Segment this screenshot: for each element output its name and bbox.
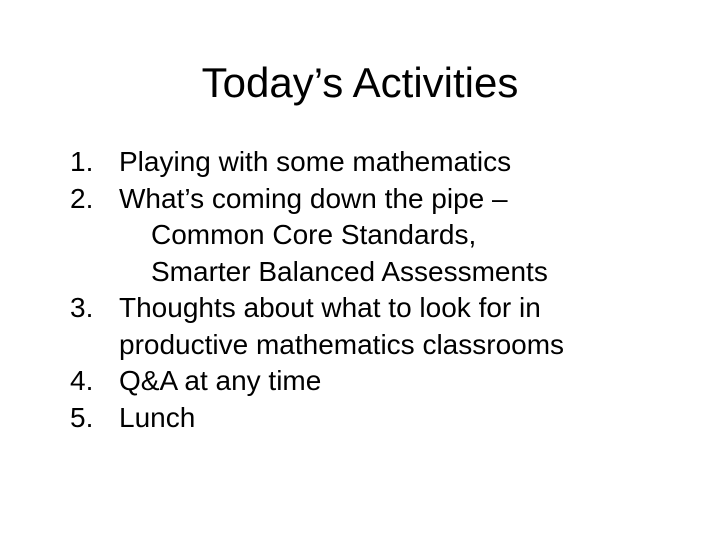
item-line: Q&A at any time <box>119 365 322 396</box>
item-text <box>119 400 710 437</box>
item-text <box>119 144 710 181</box>
slide-title: Today’s Activities <box>201 59 519 106</box>
item-number: 4. <box>70 365 94 396</box>
item-line: Lunch <box>119 401 196 433</box>
item-number: 5. <box>70 401 94 433</box>
item-line: productive mathematics classrooms <box>119 328 565 360</box>
list-item <box>70 363 710 400</box>
agenda-list <box>70 144 710 436</box>
item-text <box>119 290 710 363</box>
item-line: Common Core Standards, <box>151 219 477 250</box>
item-line: Smarter Balanced Assessments <box>151 255 548 287</box>
item-line: Thoughts about what to look for in <box>119 292 541 323</box>
list-item <box>70 290 710 363</box>
item-number: 2. <box>70 182 94 214</box>
item-line: Playing with some mathematics <box>119 146 512 177</box>
item-number: 1. <box>70 146 94 177</box>
list-item <box>70 144 710 181</box>
item-number: 3. <box>70 292 94 323</box>
list-item <box>70 400 710 437</box>
list-item <box>70 181 710 291</box>
item-line: What’s coming down the pipe – <box>119 182 508 214</box>
item-text <box>119 181 710 291</box>
item-text <box>119 363 710 400</box>
